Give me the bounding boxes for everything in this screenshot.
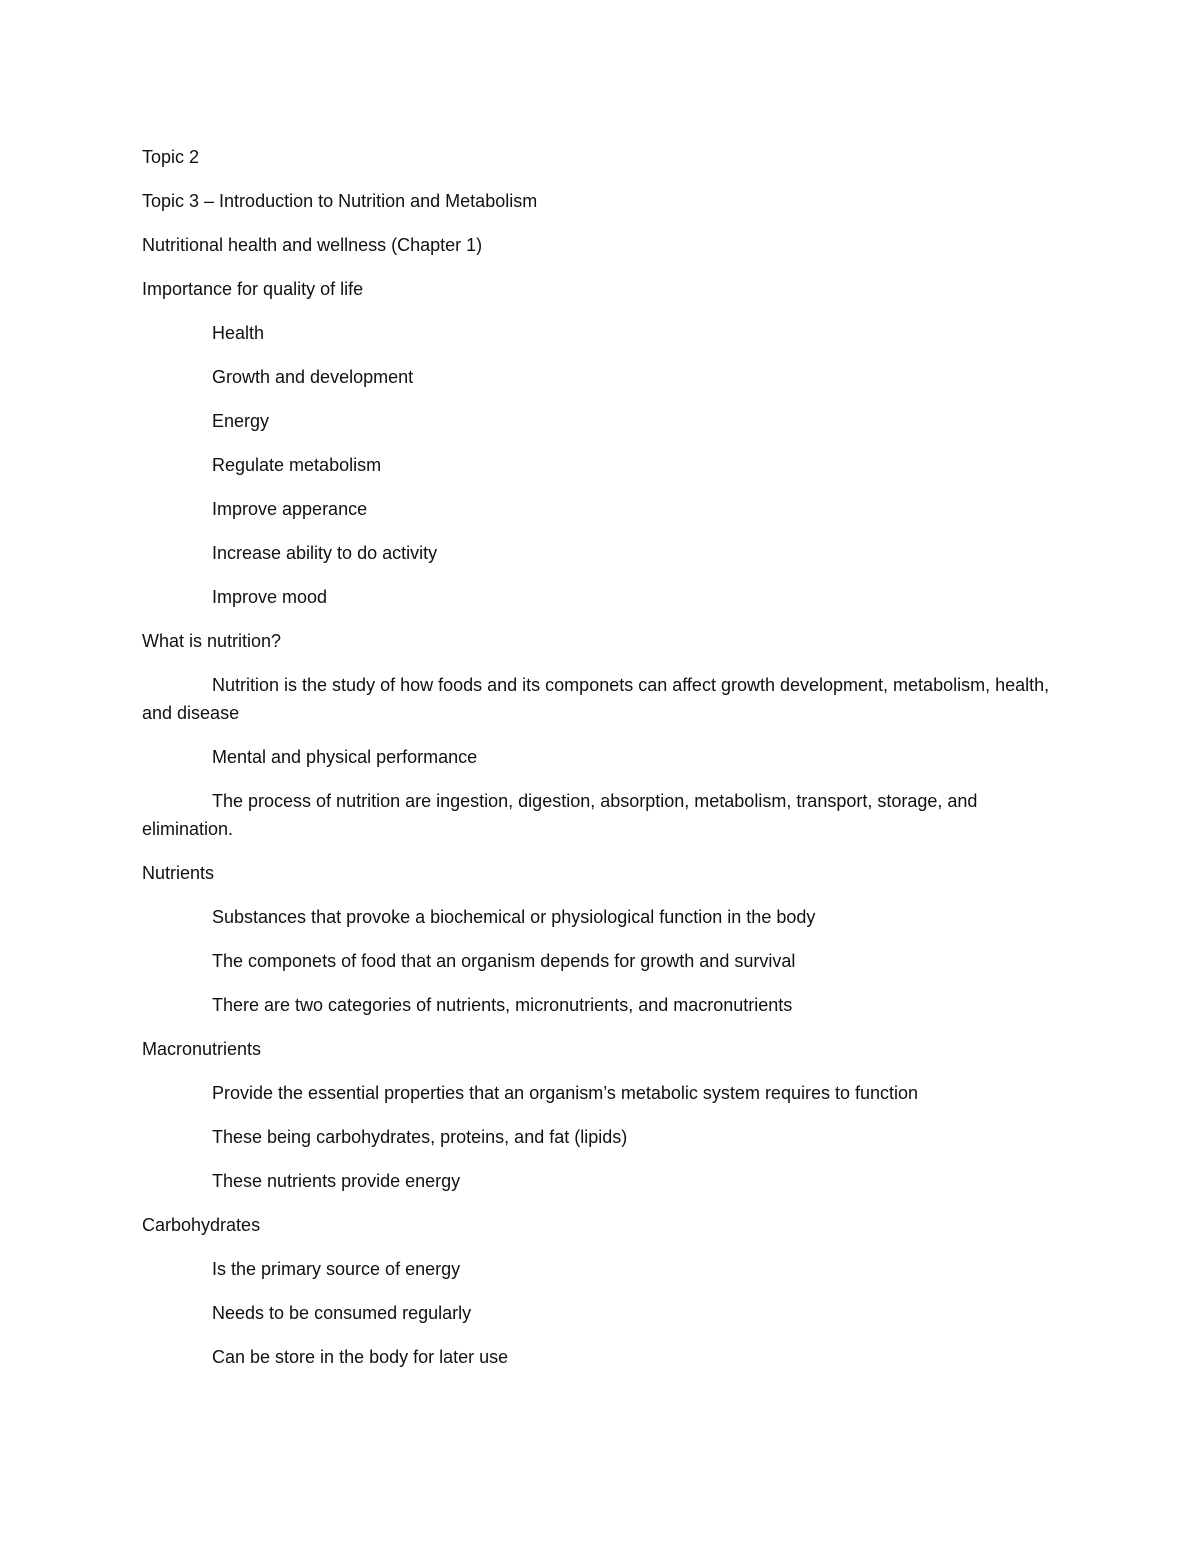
list-item: Increase ability to do activity xyxy=(212,543,438,563)
list-item: Energy xyxy=(212,411,270,431)
list-item: Substances that provoke a biochemical or physiological function in the body xyxy=(212,907,816,927)
list-item: Improve apperance xyxy=(212,499,368,519)
list-item: Growth and development xyxy=(212,367,414,387)
list-item: Needs to be consumed regularly xyxy=(212,1303,472,1323)
list-item: Can be store in the body for later use xyxy=(212,1347,509,1367)
subheading: Nutrients xyxy=(142,863,215,883)
list-item: Health xyxy=(212,323,265,343)
subheading: Macronutrients xyxy=(142,1039,262,1059)
heading-topic-2: Topic 2 xyxy=(142,147,200,167)
list-item: Improve mood xyxy=(212,587,328,607)
subheading: Importance for quality of life xyxy=(142,279,364,299)
list-item: Mental and physical performance xyxy=(212,747,478,767)
heading-topic-3: Topic 3 – Introduction to Nutrition and Metabolism xyxy=(142,191,538,211)
list-item: The componets of food that an organism depends for growth and survival xyxy=(212,951,796,971)
list-item: Regulate metabolism xyxy=(212,455,382,475)
list-item: There are two categories of nutrients, micronutrients, and macronutrients xyxy=(212,995,793,1015)
document-body xyxy=(142,143,1062,1387)
list-item: These nutrients provide energy xyxy=(212,1171,461,1191)
section-heading: Nutritional health and wellness (Chapter 1) xyxy=(142,235,483,255)
list-item: Is the primary source of energy xyxy=(212,1259,461,1279)
list-item: Provide the essential properties that an organism’s metabolic system requires to function xyxy=(212,1083,919,1103)
list-item: These being carbohydrates, proteins, and fat (lipids) xyxy=(212,1127,628,1147)
paragraph: The process of nutrition are ingestion, digestion, absorption, metabolism, transport, storage, and elimination. xyxy=(142,791,978,839)
paragraph: Nutrition is the study of how foods and its componets can affect growth development, metabolism, health, and disease xyxy=(142,675,1050,723)
subheading: What is nutrition? xyxy=(142,631,282,651)
subheading: Carbohydrates xyxy=(142,1215,261,1235)
